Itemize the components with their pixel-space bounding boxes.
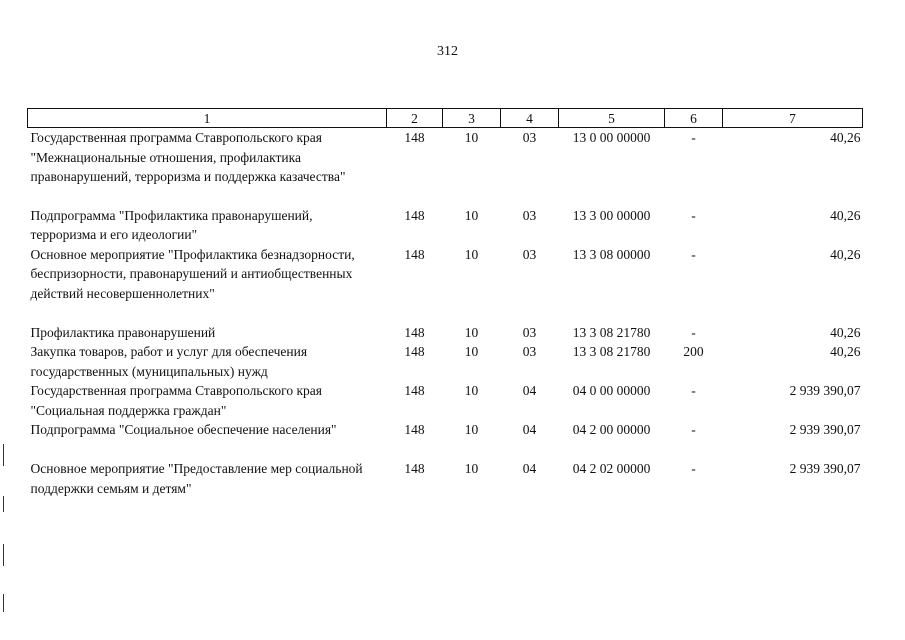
- row-target-code: 04 2 02 00000: [572, 461, 651, 476]
- scan-margin-mark: [3, 444, 4, 466]
- scan-margin-mark: [3, 594, 4, 612]
- row-amount: 2 939 390,07: [789, 422, 861, 437]
- row-section-code: 10: [464, 422, 479, 437]
- row-amount: 40,26: [830, 207, 861, 223]
- row-subsection-code: 04: [522, 422, 537, 437]
- row-section-code: 10: [464, 344, 479, 359]
- row-target-code: 13 3 08 00000: [572, 246, 651, 262]
- table-row: [28, 128, 863, 206]
- row-amount: 40,26: [830, 130, 861, 145]
- row-section-code: 10: [464, 130, 479, 145]
- row-name: Государственная программа Ставропольского края "Социальная поддержка граждан": [30, 383, 322, 418]
- table-header-row: [28, 109, 863, 128]
- row-ministry-code: 148: [404, 246, 425, 262]
- row-name: Профилактика правонарушений: [30, 324, 216, 340]
- row-section-code: 10: [464, 207, 479, 223]
- scan-margin-mark: [3, 544, 4, 566]
- row-name: Основное мероприятие "Профилактика безнадзорности, беспризорности, правонарушений и антиобщественных действий несовершеннолетних": [30, 246, 355, 301]
- row-ministry-code: 148: [404, 383, 425, 398]
- page-number: 312: [437, 44, 458, 59]
- row-name: Подпрограмма "Социальное обеспечение населения": [30, 422, 337, 437]
- table-row: [28, 381, 863, 420]
- row-section-code: 10: [464, 246, 479, 262]
- row-expense-type: -: [691, 422, 696, 437]
- header-col-3: 3: [443, 109, 501, 128]
- header-col-1: 1: [28, 109, 387, 128]
- row-subsection-code: 03: [522, 246, 537, 262]
- row-expense-type: -: [691, 324, 696, 340]
- row-subsection-code: 03: [522, 324, 537, 340]
- row-name: Подпрограмма "Профилактика правонарушений, терроризма и его идеологии": [30, 207, 313, 242]
- row-section-code: 10: [464, 461, 479, 476]
- row-ministry-code: 148: [404, 344, 425, 359]
- table-row: [28, 420, 863, 459]
- scan-margin-mark: [3, 496, 4, 512]
- table-row: [28, 206, 863, 245]
- row-expense-type: -: [691, 130, 696, 145]
- row-name: Государственная программа Ставропольского края "Межнациональные отношения, профилактика правонарушений, терроризма и поддержка казачества": [30, 130, 346, 184]
- row-amount: 2 939 390,07: [789, 461, 861, 476]
- row-subsection-code: 04: [522, 383, 537, 398]
- row-name: Основное мероприятие "Предоставление мер социальной поддержки семьям и детям": [30, 461, 363, 496]
- row-section-code: 10: [464, 324, 479, 340]
- row-target-code: 13 0 00 00000: [572, 130, 651, 145]
- header-col-7: 7: [723, 109, 863, 128]
- row-target-code: 04 0 00 00000: [572, 383, 651, 398]
- row-expense-type: 200: [683, 344, 704, 359]
- row-subsection-code: 03: [522, 344, 537, 359]
- header-col-4: 4: [501, 109, 559, 128]
- row-expense-type: -: [691, 461, 696, 476]
- row-amount: 40,26: [830, 246, 861, 262]
- table-row: [28, 342, 863, 381]
- table-row: [28, 459, 863, 498]
- row-amount: 40,26: [830, 324, 861, 340]
- row-subsection-code: 04: [522, 461, 537, 476]
- table-row: [28, 245, 863, 323]
- row-expense-type: -: [691, 246, 696, 262]
- row-amount: 2 939 390,07: [789, 383, 861, 398]
- row-section-code: 10: [464, 383, 479, 398]
- row-ministry-code: 148: [404, 130, 425, 145]
- header-col-6: 6: [665, 109, 723, 128]
- row-ministry-code: 148: [404, 324, 425, 340]
- row-target-code: 13 3 08 21780: [572, 344, 651, 359]
- row-ministry-code: 148: [404, 207, 425, 223]
- table-row: [28, 323, 863, 343]
- row-subsection-code: 03: [522, 207, 537, 223]
- row-amount: 40,26: [830, 344, 861, 359]
- row-ministry-code: 148: [404, 461, 425, 476]
- header-col-5: 5: [559, 109, 665, 128]
- row-target-code: 04 2 00 00000: [572, 422, 651, 437]
- row-subsection-code: 03: [522, 130, 537, 145]
- row-target-code: 13 3 00 00000: [572, 207, 651, 223]
- row-expense-type: -: [691, 207, 696, 223]
- row-ministry-code: 148: [404, 422, 425, 437]
- row-name: Закупка товаров, работ и услуг для обеспечения государственных (муниципальных) нужд: [30, 344, 308, 379]
- budget-table: [27, 108, 863, 498]
- header-col-2: 2: [387, 109, 443, 128]
- row-expense-type: -: [691, 383, 696, 398]
- row-target-code: 13 3 08 21780: [572, 324, 651, 340]
